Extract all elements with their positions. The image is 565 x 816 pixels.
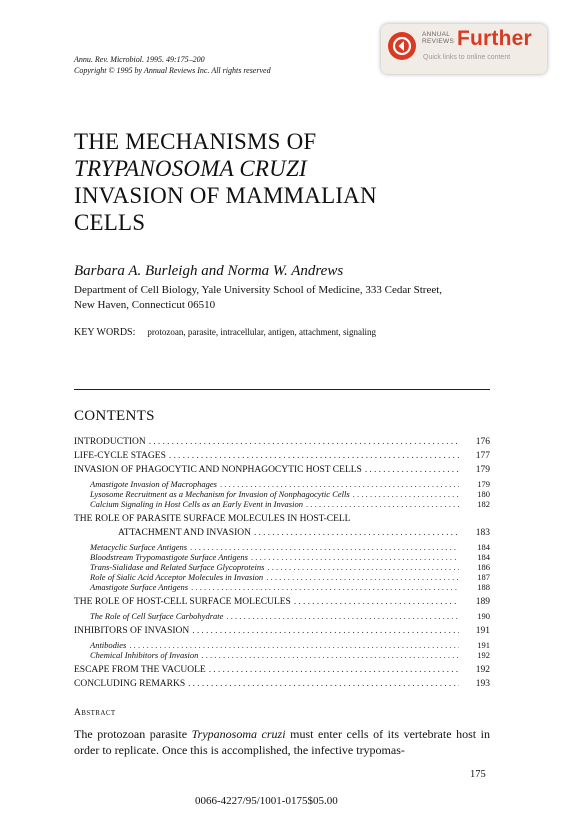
toc-entry[interactable]: ESCAPE FROM THE VACUOLE ..... 192 [74,665,490,679]
affiliation-line-2: New Haven, Connecticut 06510 [74,299,216,311]
toc-entry[interactable]: CONCLUDING REMARKS ..... 193 [74,679,490,693]
abstract-heading: Abstract [74,708,116,718]
toc-entry[interactable]: INVASION OF PHAGOCYTIC AND NONPHAGOCYTIC HOST CELLS ..... 179 [74,465,490,479]
contents-heading: CONTENTS [74,408,155,424]
toc-entry[interactable]: INHIBITORS OF INVASION ..... 191 [74,626,490,640]
toc-entry[interactable]: LIFE-CYCLE STAGES ..... 177 [74,451,490,465]
toc-subentry[interactable]: Role of Sialic Acid Acceptor Molecules in Invasion ..... 187 [74,572,490,582]
authors: Barbara A. Burleigh and Norma W. Andrews [74,263,344,279]
keywords-text: protozoan, parasite, intracellular, antigen, attachment, signaling [147,327,376,337]
journal-citation: Annu. Rev. Microbiol. 1995. 49:175–200 [74,55,205,64]
title-line-2: TRYPANOSOMA CRUZI [74,156,307,181]
page-number: 175 [470,769,486,780]
toc-subentry[interactable]: Metacyclic Surface Antigens ..... 184 [74,542,490,552]
toc-subentry[interactable]: Lysosome Recruitment as a Mechanism for Invasion of Nonphagocytic Cells ..... 180 [74,489,490,499]
toc-entry[interactable]: INTRODUCTION ..... 176 [74,437,490,451]
play-arrow-icon [388,32,416,60]
copyright-line: Copyright © 1995 by Annual Reviews Inc. All rights reserved [74,66,271,75]
toc-subentry[interactable]: Amastigote Invasion of Macrophages ..... 179 [74,479,490,489]
title-line-3: INVASION OF MAMMALIAN [74,183,377,208]
toc-entry[interactable]: THE ROLE OF PARASITE SURFACE MOLECULES IN HOST-CELL [74,514,351,524]
toc-entry-continued[interactable]: ATTACHMENT AND INVASION ..... 183 [74,528,490,542]
journal-citation-block [74,54,271,76]
toc-subentry[interactable]: Trans-Sialidase and Related Surface Glycoproteins ..... 186 [74,562,490,572]
title-line-4: CELLS [74,210,146,235]
toc-subentry[interactable]: Calcium Signaling in Host Cells as an Early Event in Invasion ..... 182 [74,499,490,509]
toc-subentry[interactable]: Chemical Inhibitors of Invasion ..... 192 [74,650,490,660]
toc-subentry[interactable]: Amastigote Surface Antigens ..... 188 [74,582,490,592]
species-name: Trypanosoma cruzi [191,727,286,741]
keywords [74,327,376,338]
keywords-label: KEY WORDS: [74,327,136,338]
table-of-contents [74,437,490,693]
further-wordmark: Further [457,27,532,50]
annual-reviews-wordmark: ANNUAL REVIEWS [422,31,455,45]
divider [74,389,490,390]
toc-subentry[interactable]: Antibodies ..... 191 [74,640,490,650]
further-links-badge[interactable] [381,24,547,74]
toc-subentry[interactable]: Bloodstream Trypomastigote Surface Antigens ..... 184 [74,552,490,562]
further-subtitle: Quick links to online content [423,54,511,61]
affiliation [74,283,442,313]
affiliation-line-1: Department of Cell Biology, Yale University School of Medicine, 333 Cedar Street, [74,284,443,296]
title-line-1: THE MECHANISMS OF [74,129,317,154]
article-title [74,128,377,236]
toc-subentry[interactable]: The Role of Cell Surface Carbohydrate ..... 190 [74,611,490,621]
toc-entry[interactable]: THE ROLE OF HOST-CELL SURFACE MOLECULES ..... 189 [74,597,490,611]
abstract-text: The protozoan parasite Trypanosoma cruzi must enter cells of its vertebrate host in order to replicate. Once this is accomplished, the infective trypomas- [74,727,490,757]
price-code: 0066-4227/95/1001-0175$05.00 [195,795,338,807]
